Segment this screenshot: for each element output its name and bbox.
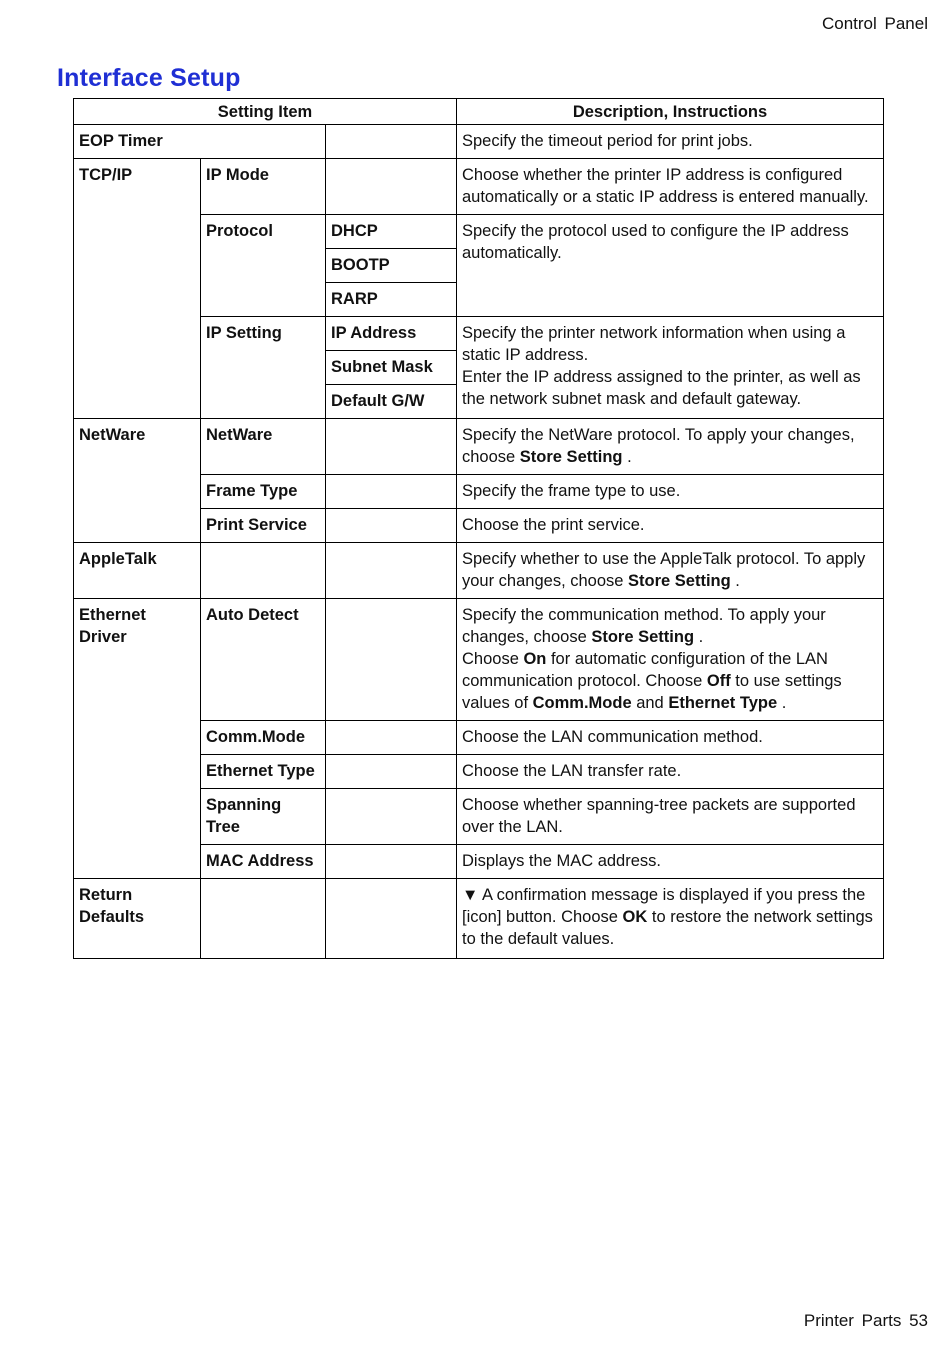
setting-ip-setting: IP Setting	[201, 317, 326, 419]
desc-ip-setting-line-2: Enter the IP address assigned to the printer, as well as the network subnet mask and default gateway.	[462, 368, 861, 408]
running-head: Control Panel	[821, 14, 928, 33]
page-title: Interface Setup	[57, 64, 241, 92]
empty-cell	[326, 125, 457, 159]
desc-ip-setting	[457, 317, 884, 419]
desc-ip-setting-line-1: Specify the printer network information when using a static IP address.	[462, 324, 846, 364]
desc-comm-mode: Choose the LAN communication method.	[457, 721, 884, 755]
empty-cell	[326, 789, 457, 845]
desc-print-service: Choose the print service.	[457, 509, 884, 543]
setting-mac-address: MAC Address	[201, 845, 326, 879]
empty-cell	[326, 879, 457, 959]
desc-ethernet-type: Choose the LAN transfer rate.	[457, 755, 884, 789]
option-ip-address: IP Address	[326, 317, 457, 351]
option-rarp: RARP	[326, 283, 457, 317]
setting-appletalk: AppleTalk	[74, 543, 201, 599]
setting-return-defaults: Return Defaults	[74, 879, 201, 959]
setting-spanning-tree: Spanning Tree	[201, 789, 326, 845]
empty-cell	[326, 159, 457, 215]
page-footer	[804, 1311, 928, 1331]
setting-protocol: Protocol	[201, 215, 326, 317]
setting-tcpip: TCP/IP	[74, 159, 201, 419]
empty-cell	[326, 599, 457, 721]
interface-setup-table	[73, 98, 884, 959]
table-header-row	[74, 99, 884, 125]
setting-ethernet-type: Ethernet Type	[201, 755, 326, 789]
desc-protocol: Specify the protocol used to configure the IP address automatically.	[457, 215, 884, 317]
setting-netware-group: NetWare	[74, 419, 201, 543]
empty-cell	[326, 419, 457, 475]
setting-ip-mode: IP Mode	[201, 159, 326, 215]
table-row	[74, 599, 884, 721]
empty-cell	[326, 543, 457, 599]
table-row	[74, 159, 884, 215]
desc-auto-detect: Specify the communication method. To apply your changes, choose Store Setting . Choose On for automatic configuration of the LAN communication protocol. Choose Off to use settings values of Comm.Mode and Ethernet Type .	[457, 599, 884, 721]
setting-eop-timer: EOP Timer	[74, 125, 326, 159]
empty-cell	[201, 543, 326, 599]
option-bootp: BOOTP	[326, 249, 457, 283]
empty-cell	[326, 475, 457, 509]
col-header-description: Description, Instructions	[457, 99, 884, 125]
desc-return-defaults: ▼ A confirmation message is displayed if you press the [icon] button. Choose OK to restore the network settings to the default values.	[457, 879, 884, 959]
option-default-gw: Default G/W	[326, 385, 457, 419]
table-row	[74, 419, 884, 475]
table-row	[74, 125, 884, 159]
table-row	[74, 543, 884, 599]
empty-cell	[326, 755, 457, 789]
setting-frame-type: Frame Type	[201, 475, 326, 509]
desc-appletalk: Specify whether to use the AppleTalk protocol. To apply your changes, choose Store Setting .	[457, 543, 884, 599]
page-number: 53	[909, 1311, 928, 1330]
table-row	[74, 879, 884, 959]
empty-cell	[326, 509, 457, 543]
desc-mac-address: Displays the MAC address.	[457, 845, 884, 879]
desc-ip-mode: Choose whether the printer IP address is configured automatically or a static IP address is entered manually.	[457, 159, 884, 215]
setting-auto-detect: Auto Detect	[201, 599, 326, 721]
option-subnet-mask: Subnet Mask	[326, 351, 457, 385]
setting-netware: NetWare	[201, 419, 326, 475]
setting-print-service: Print Service	[201, 509, 326, 543]
setting-ethernet-driver: Ethernet Driver	[74, 599, 201, 879]
empty-cell	[326, 721, 457, 755]
empty-cell	[326, 845, 457, 879]
desc-spanning-tree: Choose whether spanning-tree packets are supported over the LAN.	[457, 789, 884, 845]
desc-frame-type: Specify the frame type to use.	[457, 475, 884, 509]
desc-eop-timer: Specify the timeout period for print jobs.	[457, 125, 884, 159]
option-dhcp: DHCP	[326, 215, 457, 249]
setting-comm-mode: Comm.Mode	[201, 721, 326, 755]
col-header-setting-item: Setting Item	[74, 99, 457, 125]
desc-netware: Specify the NetWare protocol. To apply your changes, choose Store Setting .	[457, 419, 884, 475]
footer-section: Printer Parts	[803, 1311, 902, 1330]
empty-cell	[201, 879, 326, 959]
